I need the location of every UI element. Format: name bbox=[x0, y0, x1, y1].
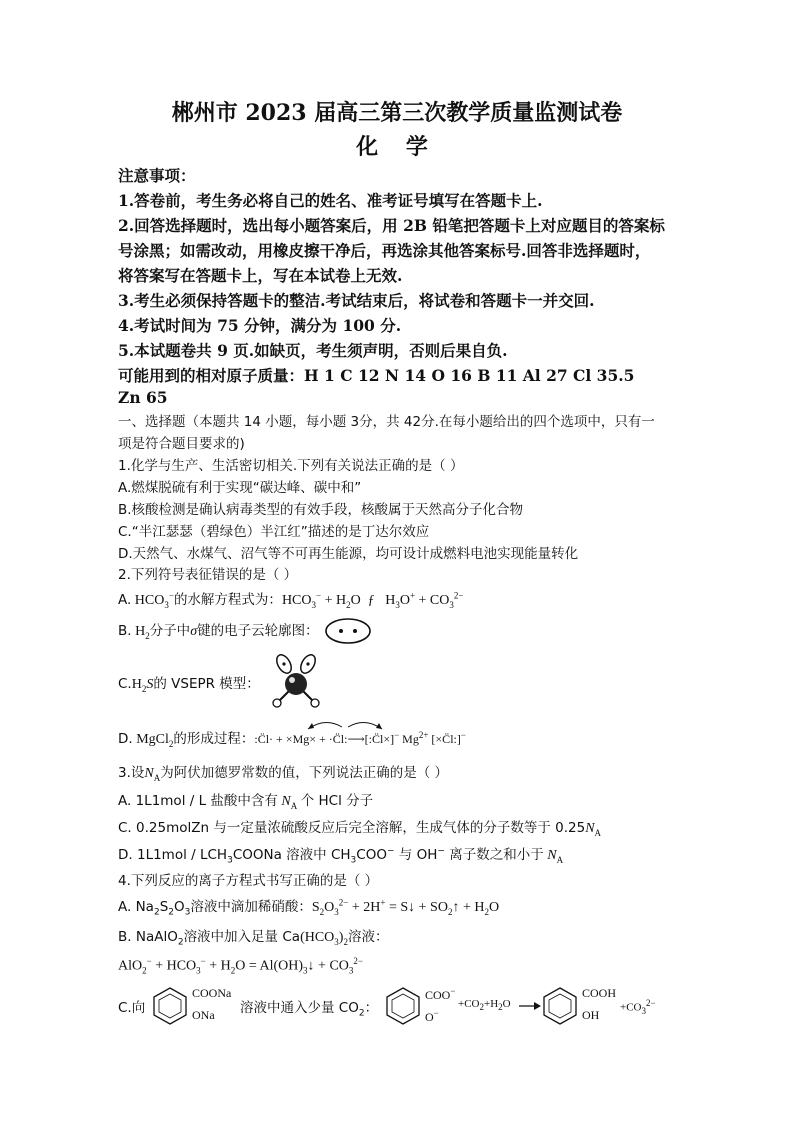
oh-label: OH bbox=[582, 1008, 600, 1022]
atomic-mass-line-2: Zn 65 bbox=[118, 388, 168, 407]
notice-item-5: 5.本试题卷共 9 页.如缺页，考生须声明，否则后果自负. bbox=[118, 341, 508, 360]
q1-option-d: D.天然气、水煤气、沼气等不可再生能源，均可设计成燃料电池实现能量转化 bbox=[118, 546, 579, 562]
subject-title: 化 学 bbox=[356, 134, 438, 160]
q1-stem: 1.化学与生产、生活密切相关.下列有关说法正确的是（ ） bbox=[118, 458, 464, 474]
notice-item-1: 1.答卷前，考生务必将自己的姓名、准考证号填写在答题卡上. bbox=[118, 191, 543, 210]
q3-stem: 3.设$N_A$为阿伏加德罗常数的值，下列说法正确的是（ ） bbox=[118, 765, 449, 783]
q2-stem: 2.下列符号表征错误的是（ ） bbox=[118, 567, 298, 583]
reactants-label: $+CO_2+H_2O$ bbox=[458, 998, 511, 1013]
carbonate-product-label: $+CO_3^{2-}$ bbox=[620, 998, 656, 1016]
notice-item-3: 3.考生必须保持答题卡的整洁.考试结束后，将试卷和答题卡一并交回. bbox=[118, 291, 595, 310]
notice-item-2b: 号涂黑；如需改动，用橡皮擦干净后，再选涂其他答案标号.回答非选择题时， bbox=[118, 241, 651, 260]
benzene-ring-icon bbox=[540, 984, 580, 1026]
q2-option-b: B. $H_2$分子中σ键的电子云轮廓图： bbox=[118, 617, 373, 645]
cooh-label: COOH bbox=[582, 986, 617, 1000]
coo-label: COO− bbox=[425, 986, 456, 1002]
sigma-orbital-icon bbox=[323, 617, 373, 645]
exam-title: 郴州市 2023 届高三第三次教学质量监测试卷 bbox=[171, 100, 623, 126]
q4-stem: 4.下列反应的离子方程式书写正确的是（ ） bbox=[118, 873, 379, 889]
notice-item-2c: 将答案写在答题卡上，写在本试卷上无效. bbox=[118, 266, 403, 285]
q2-option-d: D. MgCl$_2$的形成过程：:C̈l· + ×Mg× + ·C̈l:⟶[:C̈l×]− $Mg^{2+}$ [×C̈l:]− bbox=[118, 730, 466, 749]
mgcl2-formation-equation: :C̈l· + ×Mg× + ·C̈l:⟶[:C̈l×]− $Mg^{2+}$ [×C̈l:]− bbox=[254, 730, 466, 746]
bicarbonate-formula: $HCO_3^-$ bbox=[131, 590, 174, 610]
q4-option-c-text: 溶液中通入少量 $CO_2$： bbox=[240, 1000, 379, 1019]
ona-label: ONa bbox=[192, 1008, 215, 1022]
q2-option-a: A. $HCO_3^-$的水解方程式为：$HCO_3^- + H_2O$ ƒ $H_3O^+ + CO_3^{2-}$ bbox=[118, 590, 464, 610]
notice-heading: 注意事项： bbox=[118, 166, 196, 185]
q1-option-b: B.核酸检测是确认病毒类型的有效手段，核酸属于天然高分子化合物 bbox=[118, 502, 524, 518]
q4-option-b: B. NaAlO$_2$溶液中加入足量 $Ca(HCO_3)_2$溶液： bbox=[118, 929, 389, 948]
notice-item-2: 2.回答选择题时，选出每小题答案后，用 2B 铅笔把答题卡上对应题目的答案标 bbox=[118, 216, 665, 235]
vsepr-model-icon bbox=[270, 650, 322, 712]
benzene-ring-icon bbox=[383, 984, 423, 1026]
hydrolysis-equation: $HCO_3^- + H_2O$ ƒ $H_3O^+ + CO_3^{2-}$ bbox=[281, 590, 464, 610]
q2-option-c: $C.H_2S$的 VSEPR 模型： bbox=[118, 676, 260, 694]
aluminate-equation: $AlO_2^- + HCO_3^- + H_2O$ = $Al(OH)_3↓ + CO_3^{2-}$ bbox=[118, 956, 363, 976]
electron-transfer-arrows-icon bbox=[300, 717, 390, 731]
q3-option-d: D. $1L1mol / LCH_3COONa$ 溶液中 $CH_3COO^-$ 与 OH− 离子数之和小于 $N_A$ bbox=[118, 846, 564, 866]
notice-item-4: 4.考试时间为 75 分钟，满分为 100 分. bbox=[118, 316, 402, 335]
q3-option-c: C. 0.25molZn 与一定量浓硫酸反应后完全溶解，生成气体的分子数等于 $0.25N_A$ bbox=[118, 820, 602, 838]
q1-option-c: C.“半江瑟瑟（碧绿色）半江红”描述的是丁达尔效应 bbox=[118, 524, 430, 540]
reaction-arrow-icon bbox=[519, 1001, 541, 1011]
o-minus-label: O− bbox=[425, 1008, 439, 1024]
q4-option-c-prefix: C.向 bbox=[118, 1000, 146, 1016]
thiosulfate-equation: $S_2O_3^{2-} + 2H^+$ = S↓ + $SO_2↑ + H_2O$ bbox=[311, 897, 500, 917]
benzene-ring-icon bbox=[150, 984, 190, 1026]
section-heading-1: 一、选择题（本题共 14 小题，每小题 3分，共 42分.在每小题给出的四个选项中，只有一 bbox=[118, 414, 655, 430]
q3-option-a: A. 1L1mol / L 盐酸中含有 $N_A$ 个 HCl 分子 bbox=[118, 793, 374, 811]
q4-option-a: A. $Na_2S_2O_3$溶液中滴加稀硝酸：$S_2O_3^{2-} + 2H^+$ = S↓ + $SO_2↑ + H_2O$ bbox=[118, 897, 500, 918]
coona-label: COONa bbox=[192, 986, 232, 1000]
atomic-mass-line-1: 可能用到的相对原子质量：H 1 C 12 N 14 O 16 B 11 Al 27 Cl 35.5 bbox=[118, 366, 635, 385]
section-heading-2: 项是符合题目要求的) bbox=[118, 436, 245, 452]
q1-option-a: A.燃煤脱硫有利于实现“碳达峰、碳中和” bbox=[118, 480, 362, 496]
